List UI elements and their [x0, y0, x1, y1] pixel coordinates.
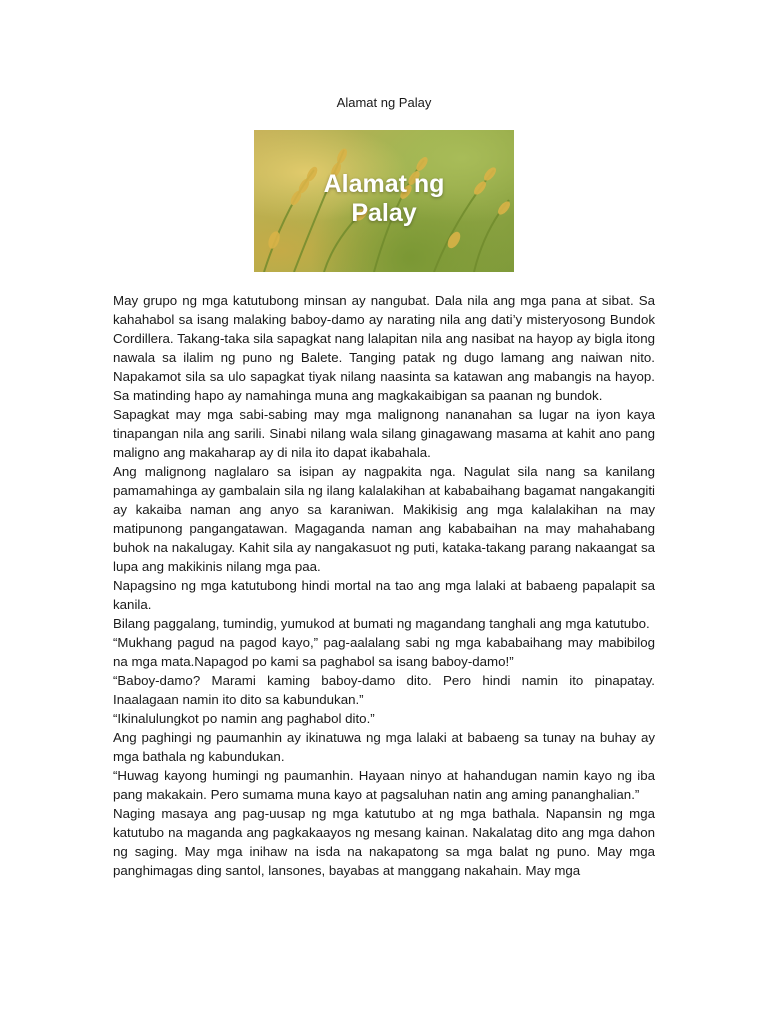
- paragraph: “Mukhang pagud na pagod kayo,” pag-aalalang sabi ng mga kababaihang may mabibilog na mga mata.Napagod po kami sa paghabol sa isang baboy-damo!”: [113, 635, 655, 669]
- paragraph: “Ikinalulungkot po namin ang paghabol dito.”: [113, 711, 375, 726]
- paragraph: “Baboy-damo? Marami kaming baboy-damo dito. Pero hindi namin ito pinapatay. Inaalagaan namin ito dito sa kabundukan.”: [113, 673, 655, 707]
- image-caption: [254, 170, 514, 228]
- paragraph: Sapagkat may mga sabi-sabing may mga malignong nananahan sa lugar na iyon kaya tinapangan nila ang sarili. Sinabi nilang wala silang ginagawang masama at kahit ano pang maligno ang makaharap ay di nila ito dapat ikabahala.: [113, 407, 655, 460]
- document-body: [113, 291, 655, 880]
- image-caption-line2: Palay: [351, 199, 417, 227]
- paragraph: Naging masaya ang pag-uusap ng mga katutubo at ng mga bathala. Napansin ng mga katutubo na maganda ang pagkakaayos ng mesang kainan. Nakalatag dito ang mga dahon ng saging. May mga inihaw na isda na nakapatong sa mga balat ng puno. May mga panghimagas ding santol, lansones, bayabas at manggang nakahain. May mga: [113, 806, 655, 878]
- paragraph: Ang malignong naglalaro sa isipan ay nagpakita nga. Nagulat sila nang sa kanilang pamamahinga ay gambalain sila ng ilang kalalakihan at kababaihang bagamat nangakangiti ay kakaiba naman ang anyo sa karaniwan. Makikisig ang mga kalalakihan na may matipunong pangangatawan. Magaganda naman ang kababaihan na may mahahabang buhok na nakalugay. Kahit sila ay nangakasuot ng puti, kataka-takang parang nakaangat sa lupa ang makikinis nilang mga paa.: [113, 464, 655, 574]
- paragraph: Bilang paggalang, tumindig, yumukod at bumati ng magandang tanghali ang mga katutubo.: [113, 616, 650, 631]
- document-title: Alamat ng Palay: [336, 95, 432, 110]
- paragraph: “Huwag kayong humingi ng paumanhin. Hayaan ninyo at hahandugan namin kayo ng iba pang makakain. Pero sumama muna kayo at pagsaluhan natin ang aming pananghalian.”: [113, 768, 655, 802]
- paragraph: Ang paghingi ng paumanhin ay ikinatuwa ng mga lalaki at babaeng sa tunay na buhay ay mga bathala ng kabundukan.: [113, 730, 655, 764]
- paragraph: May grupo ng mga katutubong minsan ay nangubat. Dala nila ang mga pana at sibat. Sa kahahabol sa isang malaking baboy-damo ay narating nila ang dati’y misteryosong Bundok Cordillera. Takang-taka sila sapagkat nang lalapitan nila ang nasibat na hayop ay bigla itong nawala sa ilalim ng puno ng Balete. Tanging patak ng dugo lamang ang naiwan nito. Napakamot sila sa ulo sapagkat tiyak nilang naasinta sa katawan ang mabangis na hayop. Sa matinding hapo ay namahinga muna ang magkakaibigan sa paanan ng bundok.: [113, 293, 655, 403]
- image-caption-line1: Alamat ng: [323, 170, 445, 198]
- paragraph: Napagsino ng mga katutubong hindi mortal na tao ang mga lalaki at babaeng papalapit sa kanila.: [113, 578, 655, 612]
- rice-field-image: [254, 130, 514, 272]
